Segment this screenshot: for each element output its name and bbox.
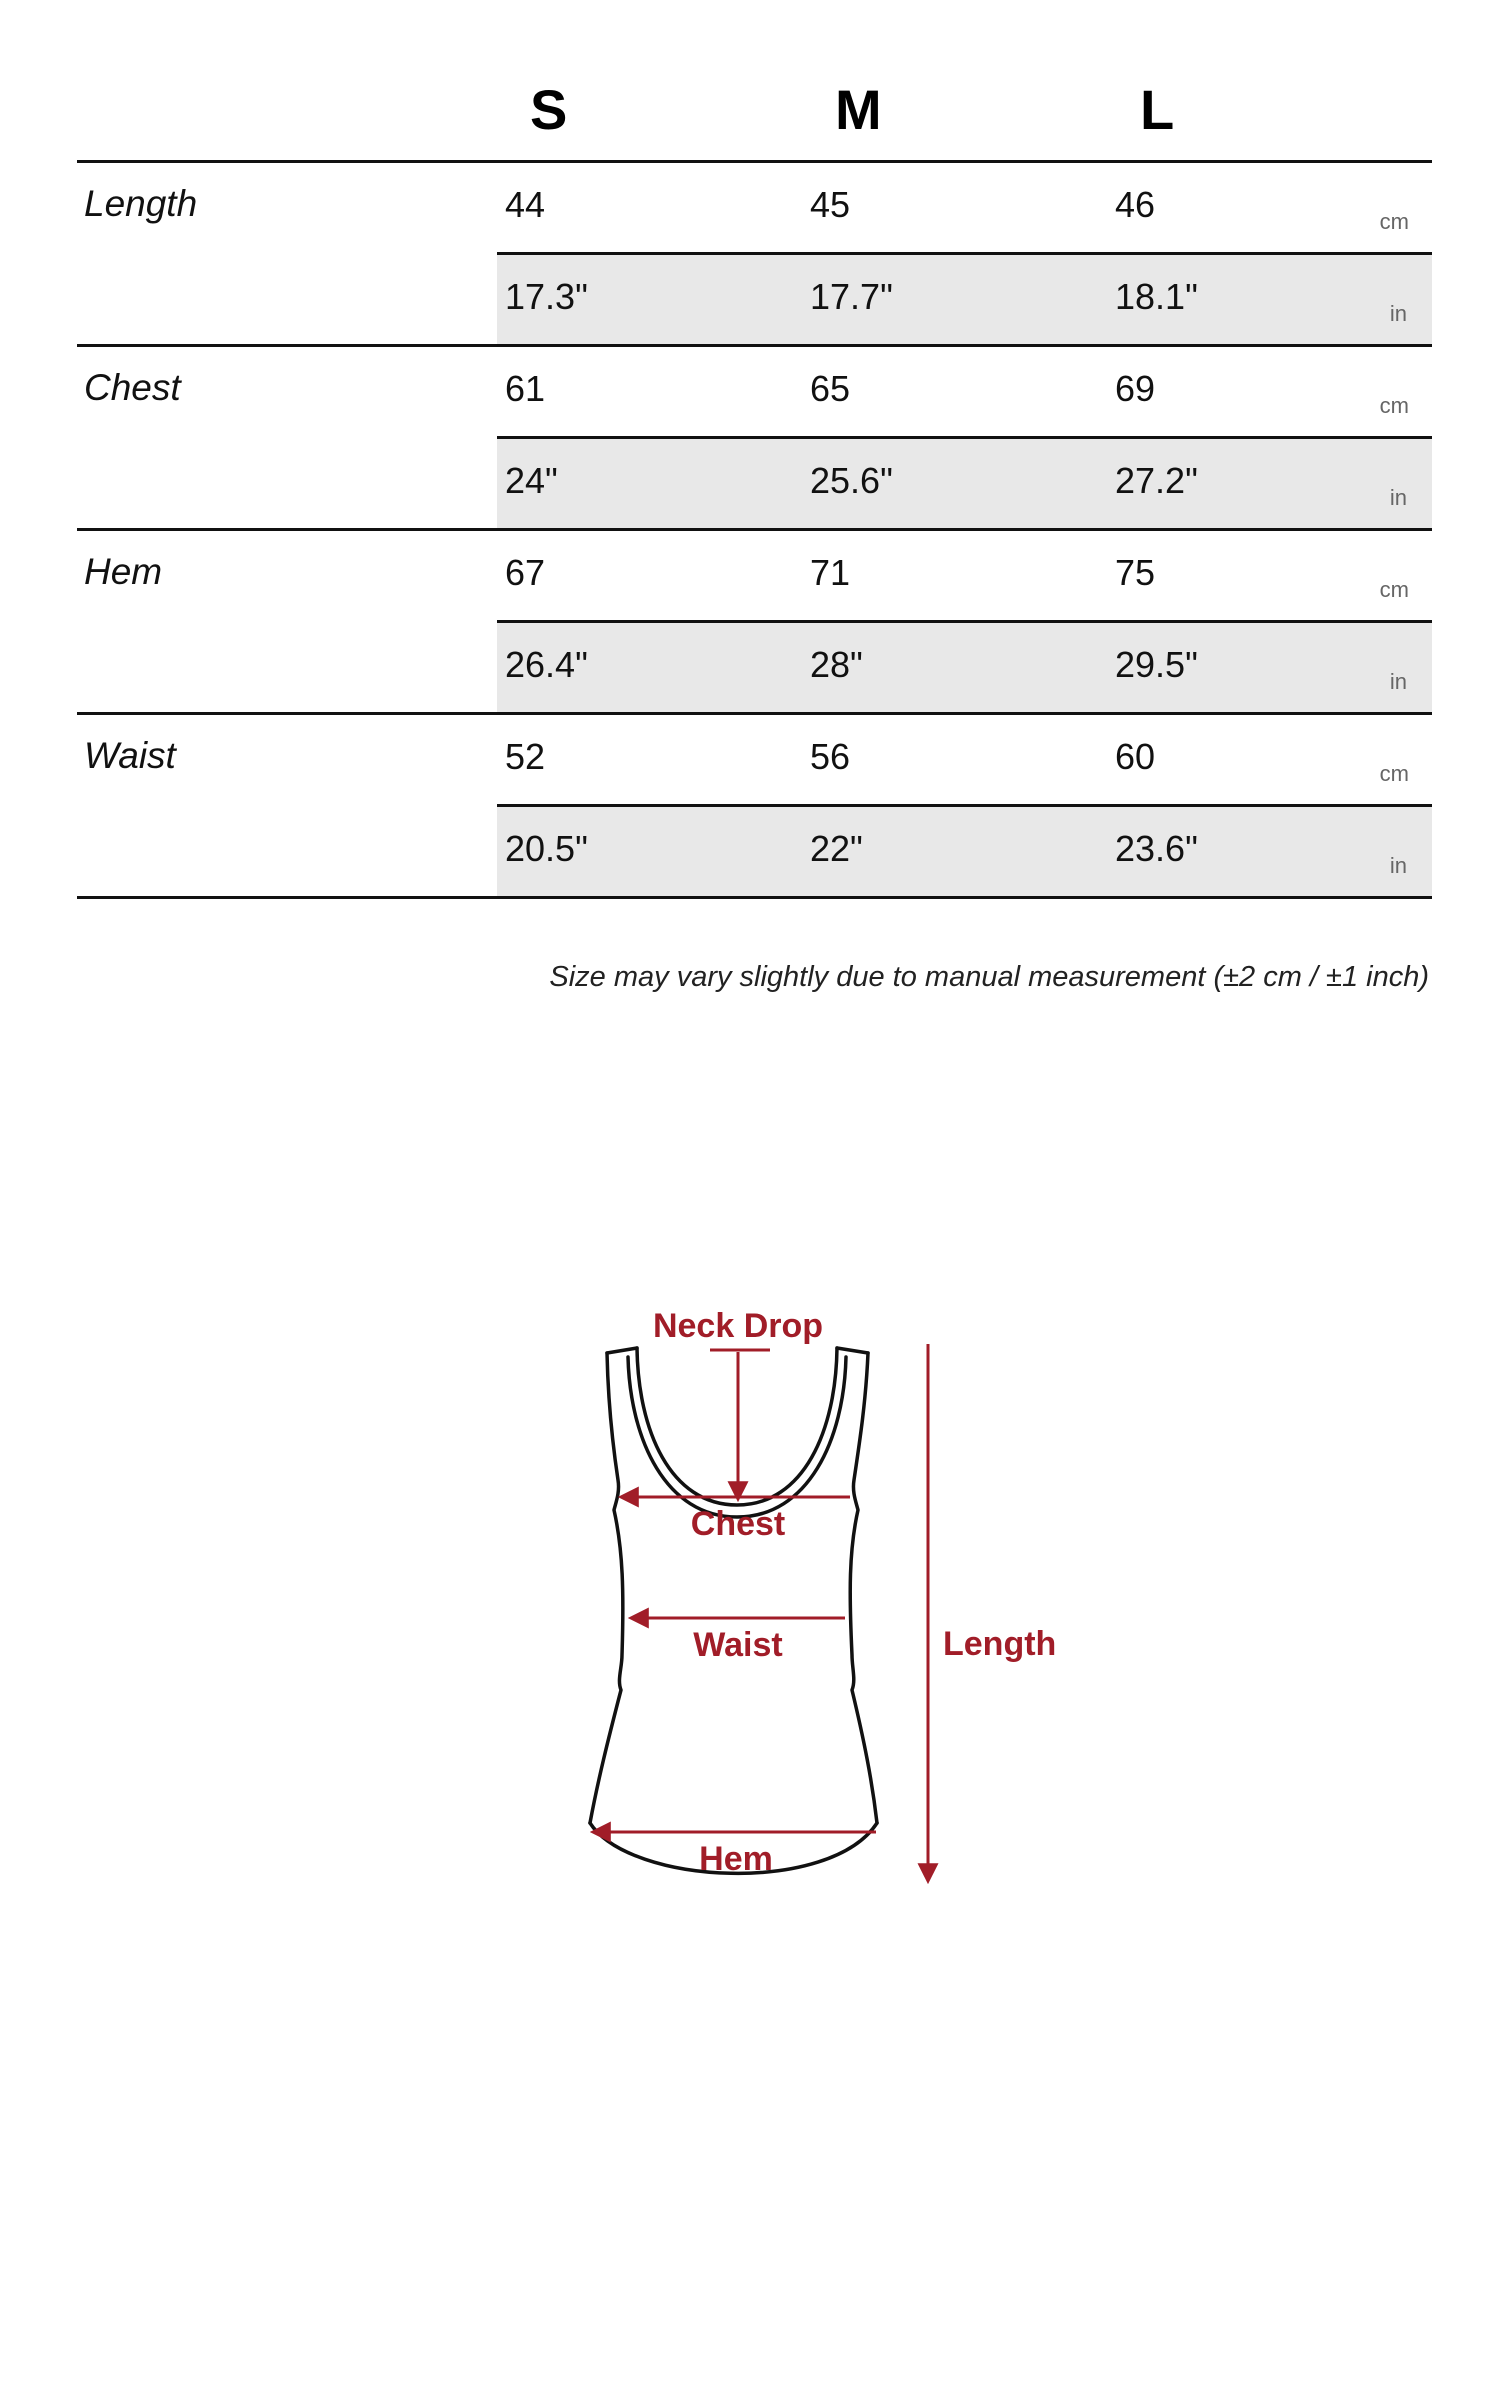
measurement-group-waist	[77, 715, 1432, 899]
value-cell: 52	[505, 736, 546, 777]
value-cell: 67	[505, 552, 546, 593]
size-header-row	[77, 60, 1432, 163]
tank-top-diagram-svg	[560, 1280, 1100, 1900]
cm-row	[497, 347, 1432, 436]
measurement-footnote: Size may vary slightly due to manual measurement (±2 cm / ±1 inch)	[549, 961, 1429, 993]
unit-label-in: in	[1389, 669, 1407, 694]
unit-label-cm: cm	[1379, 393, 1409, 418]
unit-label-cm: cm	[1379, 761, 1409, 786]
inch-row	[497, 807, 1432, 896]
length-measure	[928, 1344, 1056, 1880]
chest-label: Chest	[690, 1505, 786, 1543]
size-column-l: L	[1140, 78, 1175, 141]
value-cell: 44	[505, 184, 546, 225]
unit-label-in: in	[1389, 301, 1407, 326]
size-chart-table	[77, 60, 1432, 993]
cm-row	[497, 715, 1432, 804]
value-cell: 27.2"	[1115, 460, 1198, 501]
size-column-m: M	[835, 78, 882, 141]
value-cell: 61	[505, 368, 546, 409]
measurement-group-chest	[77, 347, 1432, 531]
measurement-label: Waist	[84, 735, 176, 776]
measurement-label: Length	[84, 183, 198, 224]
inch-row	[497, 439, 1432, 528]
inch-row	[497, 255, 1432, 344]
garment-outline	[590, 1348, 877, 1873]
value-cell: 25.6"	[810, 460, 893, 501]
measurement-group-hem	[77, 531, 1432, 715]
unit-label-cm: cm	[1379, 577, 1409, 602]
waist-label: Waist	[693, 1626, 783, 1664]
cm-row	[497, 163, 1432, 252]
size-column-s: S	[530, 78, 568, 141]
value-cell: 69	[1115, 368, 1156, 409]
value-cell: 18.1"	[1115, 276, 1198, 317]
value-cell: 46	[1115, 184, 1156, 225]
value-cell: 28"	[810, 644, 863, 685]
neck-drop-label: Neck Drop	[652, 1307, 824, 1345]
value-cell: 65	[810, 368, 851, 409]
value-cell: 17.7"	[810, 276, 893, 317]
neck-drop-measure	[653, 1307, 823, 1498]
value-cell: 22"	[810, 828, 863, 869]
value-cell: 56	[810, 736, 851, 777]
value-cell: 29.5"	[1115, 644, 1198, 685]
value-cell: 26.4"	[505, 644, 588, 685]
measurement-label: Hem	[84, 551, 163, 592]
waist-measure	[632, 1618, 845, 1664]
value-cell: 23.6"	[1115, 828, 1198, 869]
value-cell: 71	[810, 552, 851, 593]
hem-label: Hem	[699, 1840, 773, 1878]
inch-row	[497, 623, 1432, 712]
length-label: Length	[943, 1625, 1057, 1663]
unit-label-cm: cm	[1379, 209, 1409, 234]
measurement-label: Chest	[84, 367, 181, 408]
value-cell: 20.5"	[505, 828, 588, 869]
value-cell: 24"	[505, 460, 558, 501]
value-cell: 17.3"	[505, 276, 588, 317]
unit-label-in: in	[1389, 485, 1407, 510]
value-cell: 75	[1115, 552, 1156, 593]
measurement-group-length	[77, 163, 1432, 347]
tank-top-diagram	[560, 1280, 1100, 1900]
value-cell: 45	[810, 184, 851, 225]
cm-row	[497, 531, 1432, 620]
unit-label-in: in	[1389, 853, 1407, 878]
value-cell: 60	[1115, 736, 1156, 777]
